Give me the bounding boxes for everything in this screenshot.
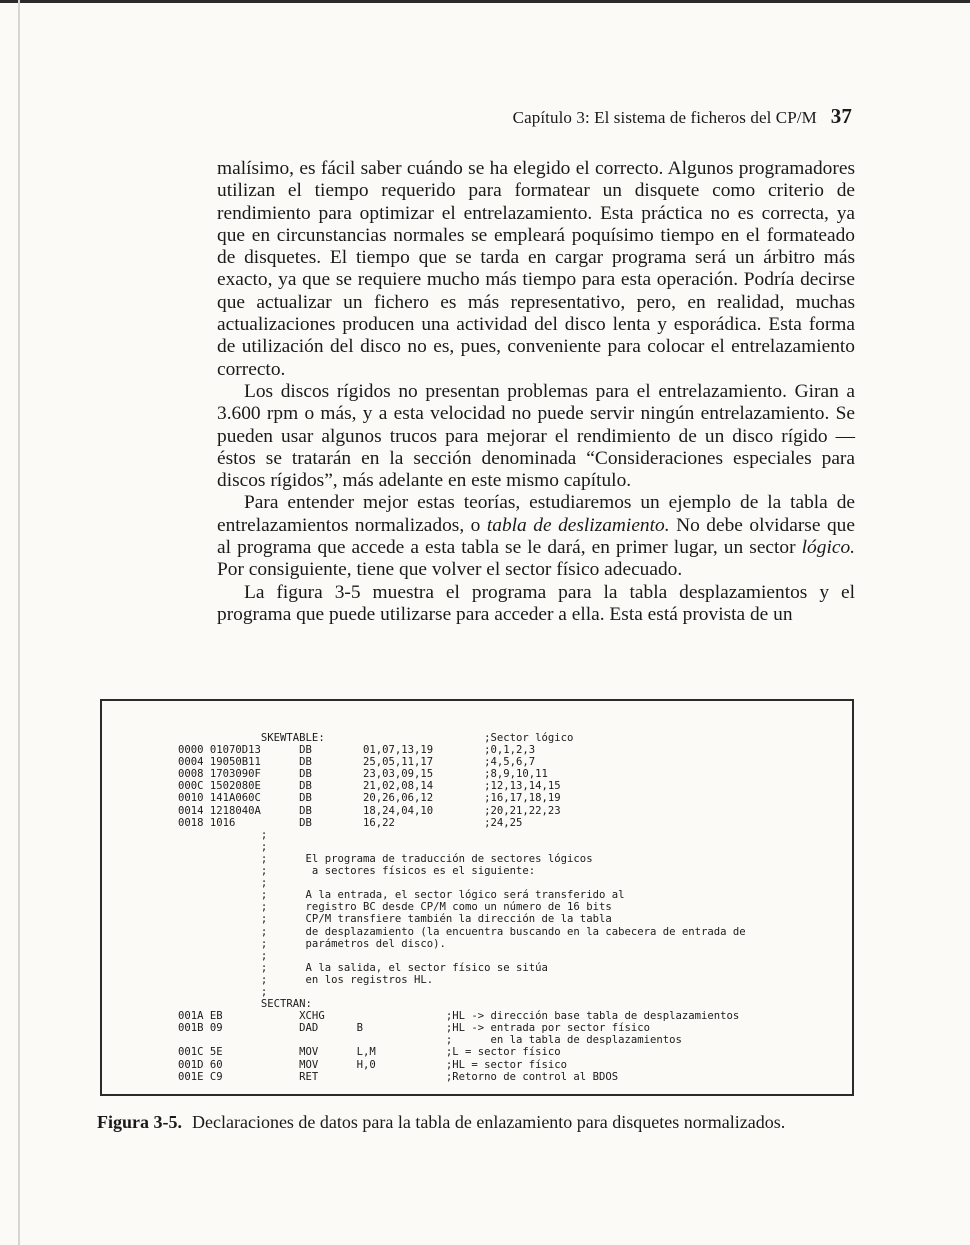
code-line: 000C 1502080E DB 21,02,08,14 ;12,13,14,15 [178,780,561,793]
paragraph-3 [217,492,855,581]
code-line: ; CP/M transfiere también la dirección de la tabla [178,913,612,926]
code-line: 001C 5E MOV L,M ;L = sector físico [178,1046,561,1059]
paragraph-3-italic-term-a: tabla de deslizamiento. [486,514,670,536]
code-line: ; El programa de traducción de sectores lógicos [178,852,593,865]
page-number: 37 [830,104,852,128]
code-line: ; [178,840,268,853]
code-line: 001D 60 MOV H,0 ;HL = sector físico [178,1058,568,1071]
paragraph-3-text-b: No debe olvidarse que al programa que accede a esta tabla se le dará, en primer lugar, un sector [217,514,855,559]
code-line: ; [178,877,268,890]
paragraph-3-text-a: Para entender mejor estas teorías, estudiaremos un ejemplo de la tabla de entrelazamientos normalizados, o [217,492,855,536]
code-line: 0008 1703090F DB 23,03,09,15 ;8,9,10,11 [178,768,548,781]
figure-3-5-box [100,699,854,1096]
code-line: ; [178,985,268,998]
code-line: 0010 141A060C DB 20,26,06,12 ;16,17,18,19 [178,792,561,805]
running-title: Capítulo 3: El sistema de ficheros del CP/M [512,108,817,127]
code-listing [178,732,746,1083]
paragraph-3-text-c: Por consiguiente, tiene que volver el sector físico adecuado. [217,559,683,581]
paragraph-3-italic-term-b: lógico. [801,537,855,559]
code-line: ; en los registros HL. [178,973,434,986]
code-line: 0014 1218040A DB 18,24,04,10 ;20,21,22,23 [178,804,561,817]
code-line: ; de desplazamiento (la encuentra buscando en la cabecera de entrada de [178,925,746,938]
figure-caption [97,1112,785,1133]
code-line: ; a sectores físicos es el siguiente: [178,865,536,878]
code-line: 0018 1016 DB 16,22 ;24,25 [178,816,523,829]
code-line: ; A la entrada, el sector lógico será transferido al [178,889,625,902]
code-line: SKEWTABLE: ;Sector lógico [178,732,574,744]
paragraph-1: malísimo, es fácil saber cuándo se ha elegido el correcto. Algunos programadores utilizan el tiempo requerido para formatear un disquete como criterio de rendimiento para optimizar el entrelazamiento. Esta práctica no es correcta, ya que en circunstancias normales se empleará poquísimo tiempo en el formateado de disquetes. El tiempo que se tarda en cargar programa será un árbitro más exacto, ya que se requiere mucho más tiempo para esta operación. Podría decirse que actualizar un fichero es más representativo, pero, en realidad, muchas actualizaciones producen una actividad del disco lenta y esporádica. Esta forma de utilización del disco no es, pues, conveniente para colocar el entrelazamiento correcto. [217,158,855,380]
code-line: ; [178,949,268,962]
code-line: ; registro BC desde CP/M como un número de 16 bits [178,901,612,914]
body-text [217,158,855,626]
code-line: ; parámetros del disco). [178,937,446,950]
code-line: 001B 09 DAD B ;HL -> entrada por sector físico [178,1022,650,1035]
paragraph-2: Los discos rígidos no presentan problemas para el entrelazamiento. Giran a 3.600 rpm o más, y a esta velocidad no puede servir ningún entrelazamiento. Se pueden usar algunos trucos para mejorar el rendimiento de un disco rígido —éstos se tratarán en la sección denominada “Consideraciones especiales para discos rígidos”, más adelante en este mismo capítulo. [217,380,855,492]
code-line: 0004 19050B11 DB 25,05,11,17 ;4,5,6,7 [178,756,536,769]
paragraph-4: La figura 3-5 muestra el programa para la tabla desplazamientos y el programa que puede utilizarse para acceder a ella. Esta está provista de un [217,581,855,625]
caption-text: Declaraciones de datos para la tabla de enlazamiento para disquetes normalizados. [192,1112,786,1132]
code-line: 0000 01070D13 DB 01,07,13,19 ;0,1,2,3 [178,744,536,757]
code-line: SECTRAN: [178,998,312,1011]
scan-top-edge [0,0,970,3]
code-line: ; [178,828,268,841]
running-header [513,104,852,129]
code-line: ; A la salida, el sector físico se sitúa [178,961,548,974]
scan-left-edge [18,0,20,1245]
caption-label: Figura 3-5. [97,1112,182,1132]
code-line: 001E C9 RET ;Retorno de control al BDOS [178,1070,619,1083]
code-line: 001A EB XCHG ;HL -> dirección base tabla de desplazamientos [178,1010,740,1023]
code-line: ; en la tabla de desplazamientos [178,1034,682,1047]
